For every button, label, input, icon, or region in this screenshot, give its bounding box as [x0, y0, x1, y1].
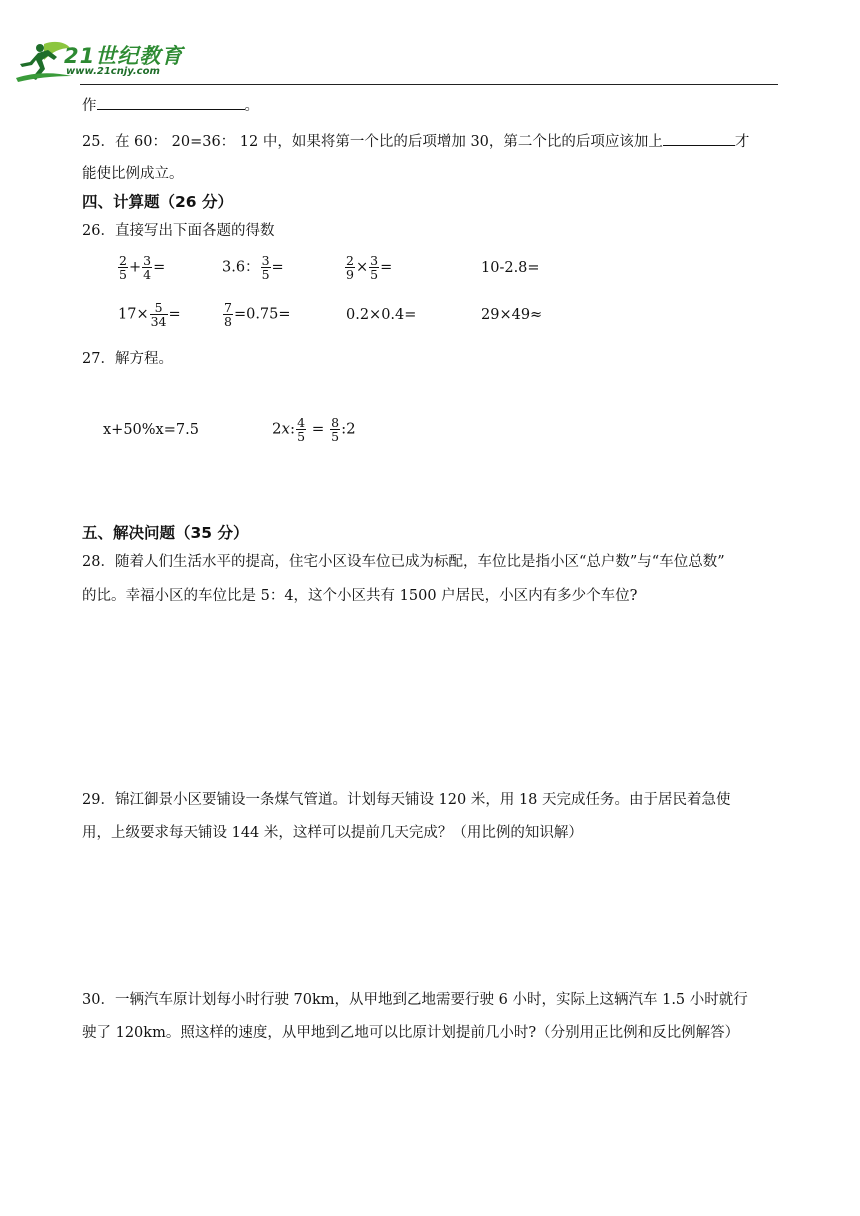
calc-item-5: 17× $\frac{5}{34}$ =: [118, 300, 181, 329]
section-title-problem-solving: 五、解决问题（35 分）: [82, 524, 249, 542]
fraction: $\frac{2}{9}$: [346, 253, 354, 282]
logo-url: www.21cnjy.com: [66, 66, 160, 77]
fraction: $\frac{2}{5}$: [119, 253, 127, 282]
section-title-calculation: 四、计算题（26 分）: [82, 193, 233, 211]
question-30: [82, 988, 748, 1009]
question-number: 28．: [82, 554, 115, 570]
q24-suffix: 。: [244, 98, 259, 114]
q29-line2: 用，上级要求每天铺设 144 米，这样可以提前几天完成？（用比例的知识解）: [82, 825, 583, 841]
fraction: $\frac{7}{8}$: [224, 300, 232, 329]
logo-title: 21世纪教育: [64, 44, 184, 68]
q25-text: 在 60： 20=36： 12 中，如果将第一个比的后项增加 30，第二个比的后项应该加上: [114, 134, 663, 150]
site-logo: [14, 38, 214, 86]
question-number: 26．: [82, 223, 115, 239]
fraction: $\frac{4}{5}$: [297, 415, 306, 444]
q25-line2: 能使比例成立。: [82, 166, 184, 182]
q28-line2: 的比。幸福小区的车位比是 5：4，这个小区共有 1500 户居民，小区内有多少个车位?: [82, 588, 638, 604]
equation-1: x+50%x=7.5: [103, 422, 199, 438]
q30-line1: 一辆汽车原计划每小时行驶 70km，从甲地到乙地需要行驶 6 小时，实际上这辆汽车 1.5 小时就行: [114, 992, 748, 1008]
question-number: 27．: [82, 351, 115, 367]
equation-2: 2x: $\frac{4}{5}$ = $\frac{8}{5}$ :2: [272, 415, 356, 444]
question-number: 29．: [82, 792, 115, 808]
calc-item-1: $\frac{2}{5}$ + $\frac{3}{4}$ =: [119, 253, 166, 282]
calc-item-6: $\frac{7}{8}$ =0.75=: [224, 300, 291, 329]
q25-text-end: 才: [734, 134, 750, 150]
question-number: 25．: [82, 134, 115, 150]
q24-prefix: 作: [82, 98, 97, 114]
q28-line1: 随着人们生活水平的提高，住宅小区设车位已成为标配，车位比是指小区“总户数”与“车位总数”: [114, 554, 725, 570]
calc-item-8: 29×49≈: [481, 307, 543, 323]
q27-text: 解方程。: [114, 351, 173, 367]
question-number: 30．: [82, 992, 115, 1008]
calc-item-2: 3.6： $\frac{3}{5}$ =: [222, 253, 284, 282]
question-26: [82, 219, 274, 240]
q30-line2: 驶了 120km。照这样的速度，从甲地到乙地可以比原计划提前几小时?（分别用正比例和反比例解答）: [82, 1025, 740, 1041]
question-27: [82, 347, 173, 368]
question-25: [82, 130, 749, 151]
fraction: $\frac{3}{5}$: [370, 253, 379, 282]
q29-line1: 锦江御景小区要铺设一条煤气管道。计划每天铺设 120 米，用 18 天完成任务。由于居民着急使: [114, 792, 731, 808]
fraction: $\frac{3}{4}$: [143, 253, 152, 282]
answer-blank[interactable]: [97, 94, 245, 110]
calc-item-3: $\frac{2}{9}$ × $\frac{3}{5}$ =: [346, 253, 393, 282]
fraction: $\frac{8}{5}$: [331, 415, 340, 444]
calc-item-7: 0.2×0.4=: [346, 307, 417, 323]
fraction: $\frac{3}{5}$: [261, 253, 270, 282]
header-divider: [80, 84, 778, 85]
question-28: [82, 550, 725, 571]
answer-blank[interactable]: [663, 130, 735, 146]
fraction: $\frac{5}{34}$: [150, 300, 167, 329]
q26-text: 直接写出下面各题的得数: [114, 223, 275, 239]
calc-item-4: 10-2.8=: [481, 260, 540, 276]
question-29: [82, 788, 731, 809]
q24-tail: [82, 94, 259, 115]
